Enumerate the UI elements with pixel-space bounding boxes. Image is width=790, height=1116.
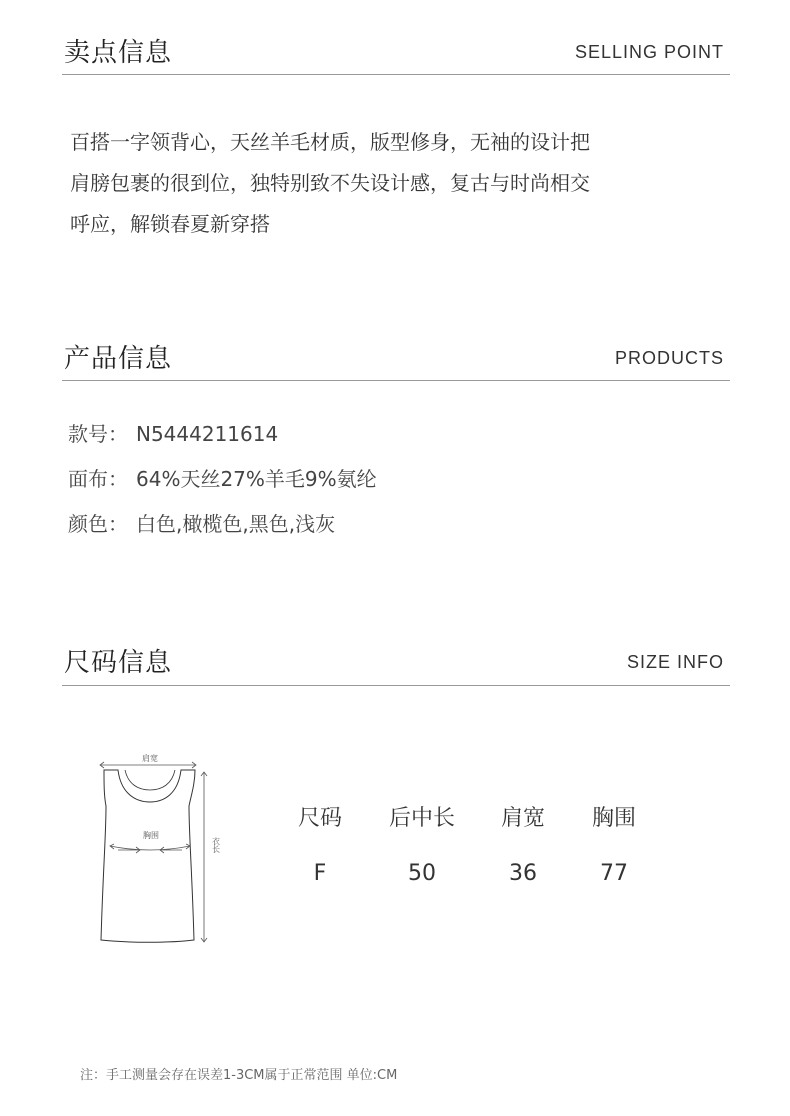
info-value: 64%天丝27%羊毛9%氨纶 — [136, 467, 377, 491]
table-cell: F — [313, 861, 327, 886]
section-title: 产品信息 — [64, 344, 173, 374]
section-subtitle: SIZE INFO — [626, 652, 724, 672]
length-label: 衣长 — [211, 837, 221, 853]
shoulder-label: 肩宽 — [142, 754, 158, 763]
info-value: N5444211614 — [136, 422, 279, 446]
table-header-cell: 后中长 — [388, 806, 455, 831]
info-label: 颜色： — [68, 512, 128, 536]
table-header-cell: 肩宽 — [500, 806, 545, 831]
description-line: 呼应，解锁春夏新穿搭 — [70, 212, 270, 236]
section-header-size — [62, 642, 730, 682]
info-row-fabric — [68, 463, 377, 492]
table-header-cell: 胸围 — [591, 806, 636, 831]
table-header-cell: 尺码 — [297, 806, 342, 831]
description-line: 百搭一字领背心，天丝羊毛材质，版型修身，无袖的设计把 — [70, 130, 590, 154]
chest-label: 胸围 — [143, 831, 159, 840]
description-line: 肩膀包裹的很到位，独特别致不失设计感，复古与时尚相交 — [70, 171, 590, 195]
table-cell: 50 — [408, 861, 436, 886]
section-divider — [62, 74, 730, 75]
table-cell: 77 — [600, 861, 628, 886]
info-row-style-number — [68, 418, 278, 447]
section-subtitle: SELLING POINT — [574, 42, 724, 62]
selling-description — [70, 122, 700, 245]
table-cell: 36 — [509, 861, 537, 886]
section-header-products — [62, 338, 730, 378]
section-subtitle: PRODUCTS — [614, 348, 724, 368]
section-divider — [62, 380, 730, 381]
table-row — [270, 861, 670, 901]
info-row-colors — [68, 508, 335, 537]
info-label: 面布： — [68, 467, 128, 491]
info-value: 白色,橄榄色,黑色,浅灰 — [136, 512, 336, 536]
info-label: 款号： — [68, 422, 128, 446]
table-header-row — [270, 801, 670, 841]
measurement-note: 注：手工测量会存在误差1-3CM属于正常范围 单位:CM — [80, 1068, 398, 1083]
section-title: 尺码信息 — [64, 648, 173, 678]
section-title: 卖点信息 — [64, 38, 173, 68]
tank-top-diagram — [88, 750, 238, 960]
section-header-selling — [62, 32, 730, 72]
section-divider — [62, 685, 730, 686]
